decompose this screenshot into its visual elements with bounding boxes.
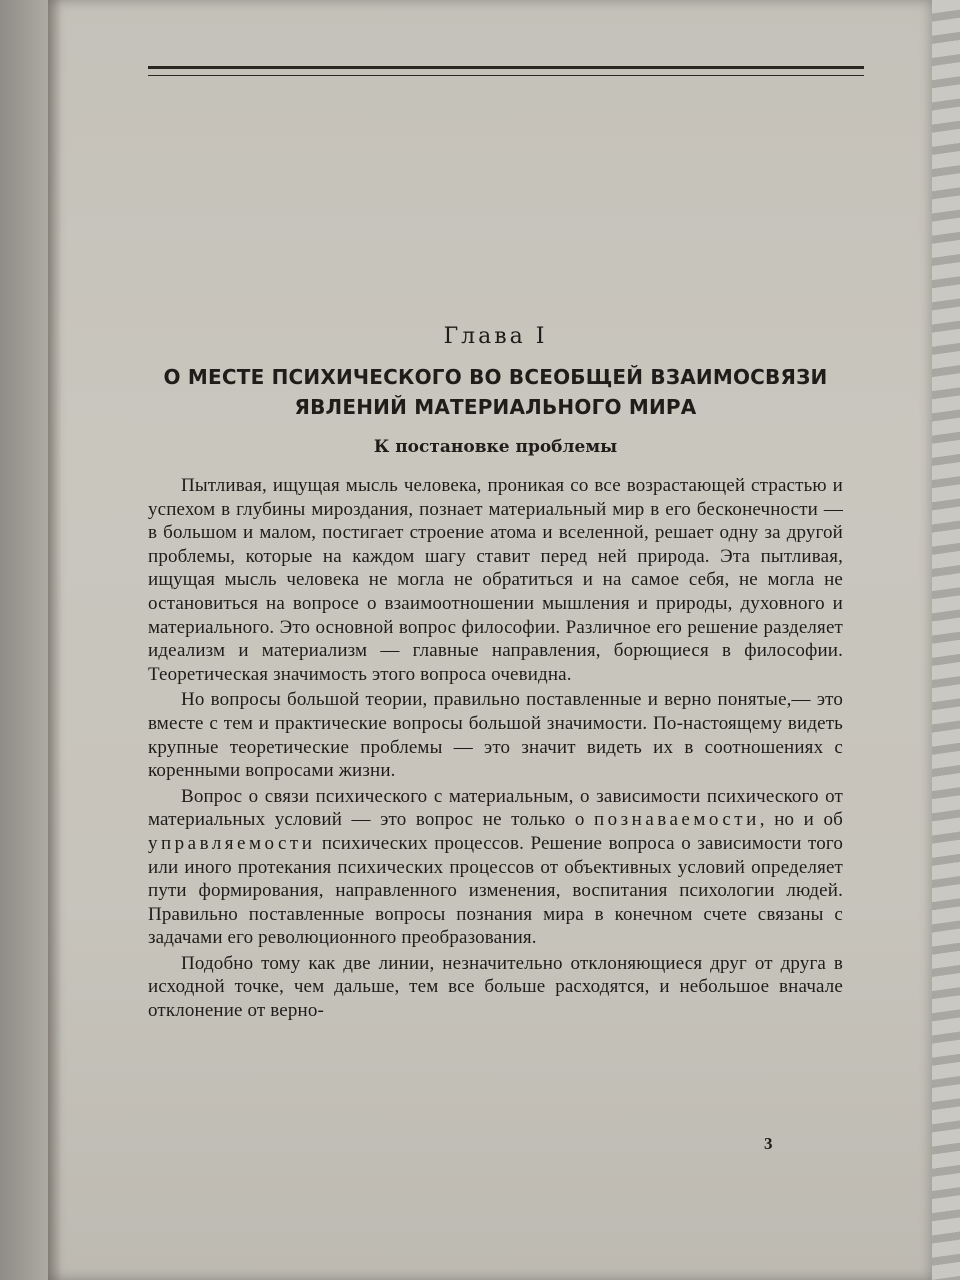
header-rule-thin <box>148 75 864 76</box>
section-title: К постановке проблемы <box>373 437 618 457</box>
paragraph-3-text-e: психических процессов. Решение вопроса о зависимости того или иного протекания психических процессов от объективных условий определяет пути формирования, направленного изменения, воспитания психологии людей. Правильно поставленные вопросы познания мира в конечном счете связаны с задачами его революционного преобразования. <box>148 832 843 949</box>
chapter-title: О МЕСТЕ ПСИХИЧЕСКОГО ВО ВСЕОБЩЕЙ ВЗАИМОСВЯЗИ ЯВЛЕНИЙ МАТЕРИАЛЬНОГО МИРА <box>163 365 828 419</box>
chapter-label: Глава I <box>443 324 548 349</box>
emphasis-controllability: управляемости <box>148 832 316 854</box>
paragraph-4: Подобно тому как две линии, незначительно отклоняющиеся друг от друга в исходной точке, чем дальше, тем все больше расходятся, и небольшое вначале отклонение от верно- <box>148 952 843 1022</box>
book-page <box>48 0 932 1280</box>
paragraph-1: Пытливая, ищущая мысль человека, проникая со все возрастающей страстью и успехом в глубины мироздания, познает материальный мир в его бесконечности — в большом и малом, постигает строение атома и вселенной, решает одну за другой проблемы, которые на каждом шагу ставит перед ней природа. Эта пытливая, ищущая мысль человека не могла не обратиться и на самое себя, не могла не остановиться на вопросе о взаимоотношении мышления и природы, духовного и материального. Это основной вопрос философии. Различное его решение разделяет идеализм и материализм — главные направления, борющиеся в философии. Теоретическая значимость этого вопроса очевидна. <box>148 475 843 685</box>
paragraph-3-text-a: Вопрос о связи психического с материальным, о зависимости психического от материальных условий — это вопрос не только о <box>148 785 843 831</box>
page-content <box>148 322 843 1025</box>
background-right <box>928 0 960 1280</box>
header-rule-thick <box>148 66 864 69</box>
paragraph-3-text-c: , но и об <box>759 809 843 831</box>
paragraph-2: Но вопросы большой теории, правильно поставленные и верно понятые,— это вместе с тем и практические вопросы большой значимости. По-настоящему видеть крупные теоретические проблемы — это значит видеть их в соотношениях с коренными вопросами жизни. <box>148 689 843 782</box>
page-number: 3 <box>764 1134 773 1153</box>
page-fold-shadow <box>48 0 62 1280</box>
emphasis-cognizability: познаваемости <box>594 809 760 831</box>
paragraph-3 <box>148 785 843 950</box>
